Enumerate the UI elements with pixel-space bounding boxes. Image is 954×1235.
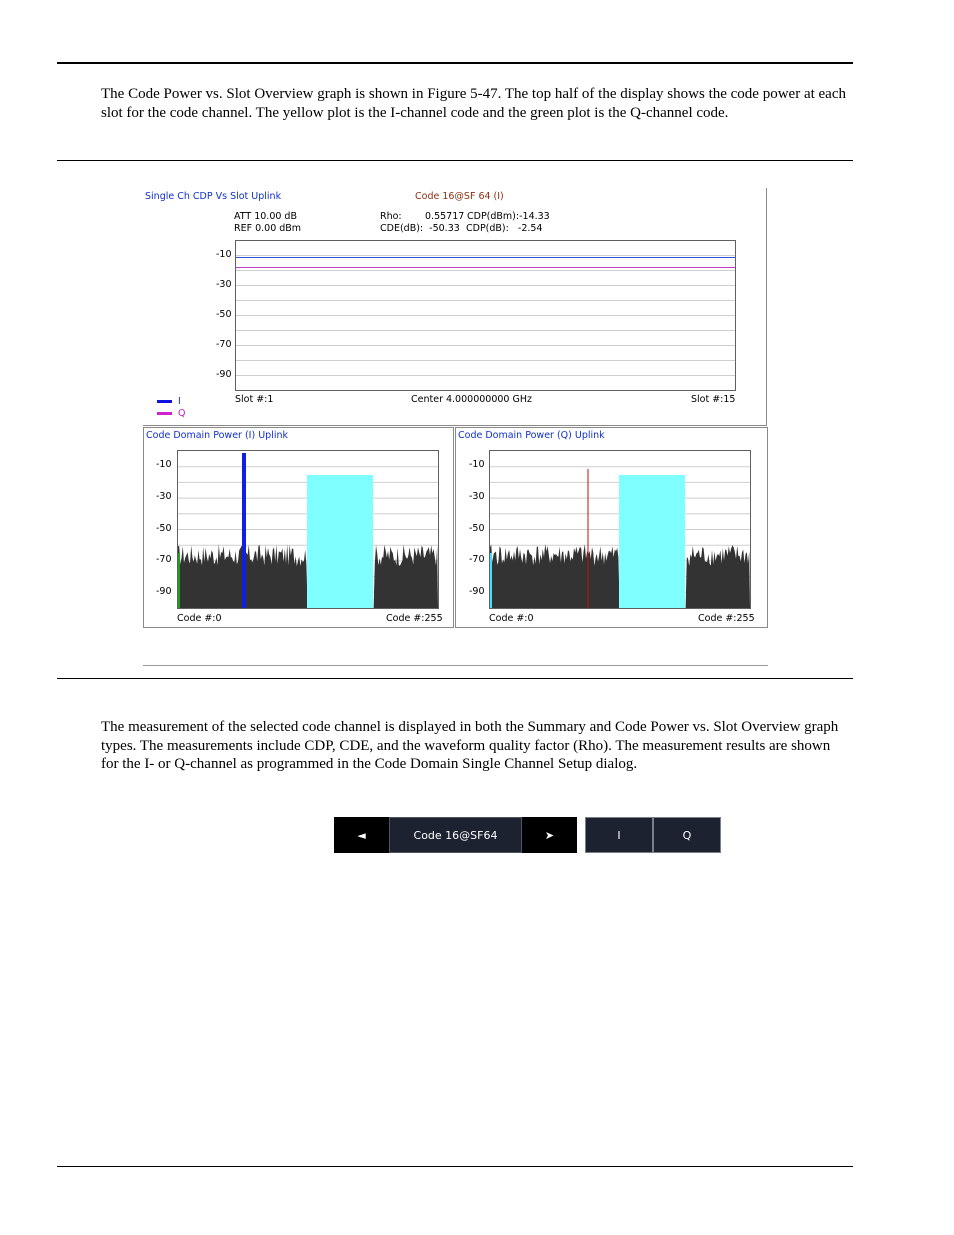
i-x-left: Code #:0: [177, 613, 222, 624]
header-rule: [57, 62, 853, 64]
code-select-button[interactable]: Code 16@SF64: [389, 817, 522, 853]
slot-x-center: Center 4.000000000 GHz: [411, 394, 532, 405]
selected-code-bar: [242, 453, 246, 608]
slot-y-tick-2: -30: [216, 279, 232, 290]
q-cdp-panel: [455, 427, 768, 628]
active-code-block: [619, 475, 685, 608]
slot-plot: [235, 240, 736, 391]
cde-readout: CDE(dB): -50.33: [380, 223, 460, 234]
slot-x-right: Slot #:15: [691, 394, 736, 405]
code-0-marker: [490, 553, 492, 608]
rho-value: 0.55717: [425, 211, 465, 222]
q-y-tick-3: -50: [469, 523, 485, 534]
slot-overview-panel: [143, 188, 767, 426]
q-y-tick-4: -70: [469, 554, 485, 565]
i-channel-button[interactable]: I: [585, 817, 653, 853]
i-y-tick-1: -10: [156, 459, 172, 470]
slot-x-left: Slot #:1: [235, 394, 274, 405]
i-y-tick-3: -50: [156, 523, 172, 534]
q-y-tick-5: -90: [469, 586, 485, 597]
ref-readout: REF 0.00 dBm: [234, 223, 302, 234]
slot-y-tick-4: -70: [216, 339, 232, 350]
i-cdp-plot: [177, 450, 439, 609]
active-code-block: [307, 475, 373, 608]
q-y-tick-2: -30: [469, 491, 485, 502]
legend-i-label: I: [178, 396, 181, 407]
legend-q-label: Q: [178, 408, 186, 419]
i-x-right: Code #:255: [386, 613, 443, 624]
cdp-dbm-readout: CDP(dBm):-14.33: [467, 211, 550, 222]
i-panel-title: Code Domain Power (I) Uplink: [146, 430, 288, 441]
legend-i-swatch: [157, 400, 172, 403]
i-cdp-panel: [143, 427, 454, 628]
legend-q-swatch: [157, 412, 172, 415]
slot-panel-title: Single Ch CDP Vs Slot Uplink: [145, 191, 282, 202]
slot-y-tick-1: -10: [216, 249, 232, 260]
body-paragraph: The measurement of the selected code channel is displayed in both the Summary and Code Power vs. Slot Overview graph types. The measurements include CDP, CDE, and the waveform quality factor (Rho). The measurement results are shown for the I- or Q-channel as programmed in the Code Domain Single Channel Setup dialog.: [101, 719, 839, 773]
cdp-db-readout: CDP(dB): -2.54: [466, 223, 543, 234]
i-y-tick-5: -90: [156, 586, 172, 597]
q-x-right: Code #:255: [698, 613, 755, 624]
q-cdp-plot: [489, 450, 751, 609]
q-channel-button[interactable]: Q: [653, 817, 721, 853]
q-y-tick-1: -10: [469, 459, 485, 470]
slot-y-tick-5: -90: [216, 369, 232, 380]
q-panel-title: Code Domain Power (Q) Uplink: [458, 430, 605, 441]
button-bar-baseline: [143, 665, 768, 666]
prev-code-button[interactable]: ◄: [334, 817, 389, 853]
code-0-marker: [178, 553, 180, 608]
slot-y-tick-3: -50: [216, 309, 232, 320]
rho-label: Rho:: [380, 211, 402, 222]
figure-top-rule: [57, 160, 853, 161]
figure-bottom-rule: [57, 678, 853, 679]
i-y-tick-2: -30: [156, 491, 172, 502]
att-readout: ATT 10.00 dB: [234, 211, 297, 222]
footer-rule: [57, 1166, 853, 1167]
i-y-tick-4: -70: [156, 554, 172, 565]
q-x-left: Code #:0: [489, 613, 534, 624]
intro-paragraph: The Code Power vs. Slot Overview graph is shown in Figure 5-47. The top half of the display shows the code power at each slot for the code channel. The yellow plot is the I-channel code and the green plot is the Q-channel code.: [101, 86, 846, 121]
code-label: Code 16@SF 64 (I): [415, 191, 504, 202]
next-code-button[interactable]: ➤: [522, 817, 577, 853]
